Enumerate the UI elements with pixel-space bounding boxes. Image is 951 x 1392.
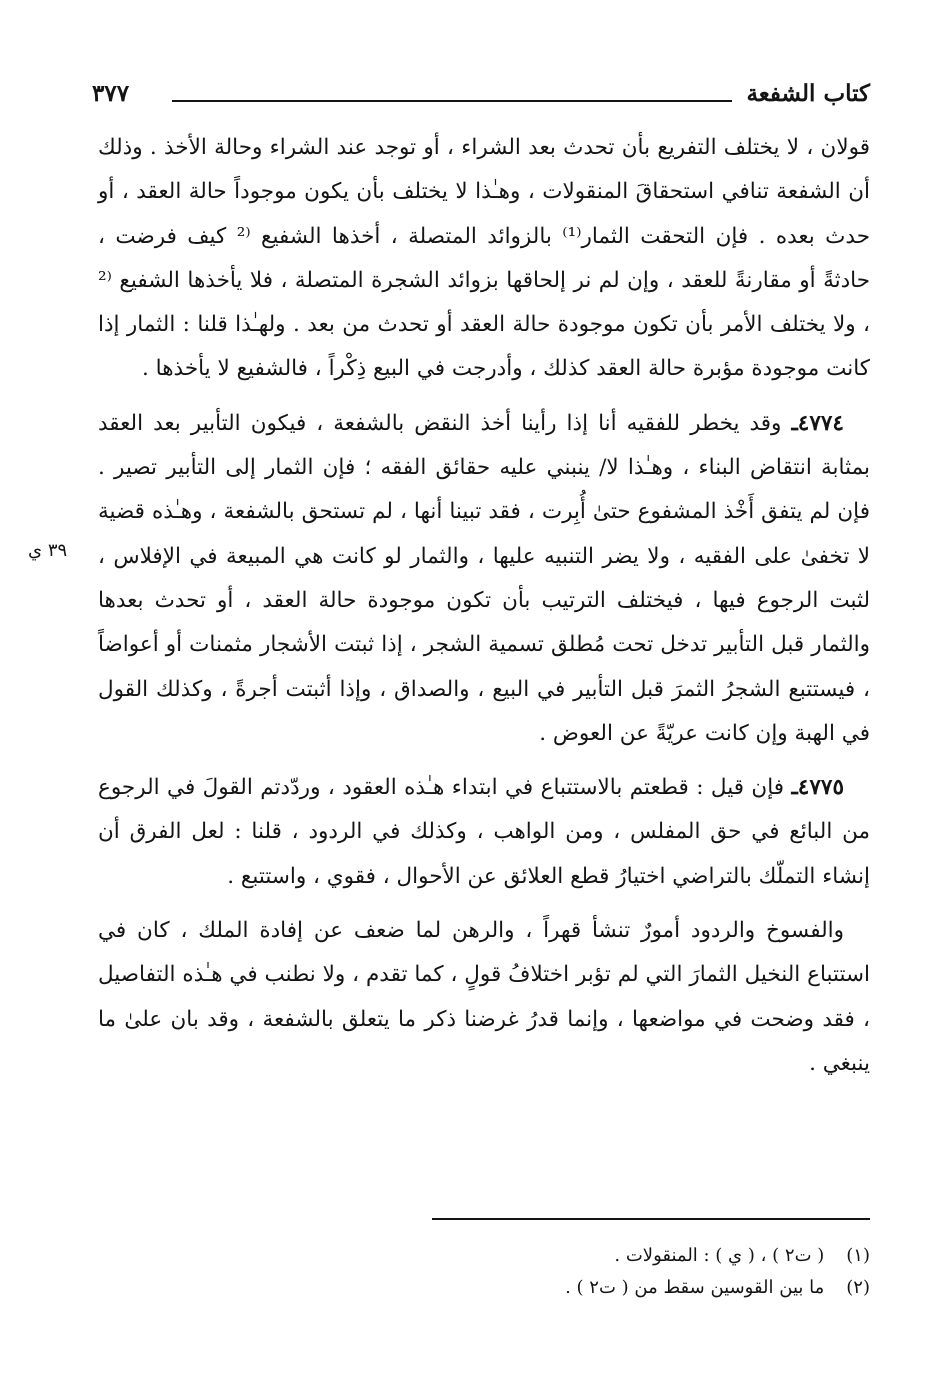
footnotes <box>98 1240 870 1304</box>
paragraph-text: قولان ، لا يختلف التفريع بأن تحدث بعد الشراء ، أو توجد عند الشراء وحالة الأخذ . وذلك أن الشفعة تنافي استحقاقَ المنقولات ، وهـٰذا لا يختلف بأن يكون موجوداً حالة العقد ، أو حدث بعده . فإن التحقت الثمار⁽¹⁾ بالزوائد المتصلة ، أخذها الشفيع ⁽² كيف فرضت ، حادثةً أو مقارنةً للعقد ، وإن لم نر إلحاقها بزوائد الشجرة المتصلة ، فلا يأخذها الشفيع ⁽² ، ولا يختلف الأمر بأن تكون موجودة حالة العقد أو تحدث من بعد . ولهـٰذا قلنا : الثمار إذا كانت موجودة مؤبرة حالة العقد كذلك ، وأدرجت في البيع ذِكْراً ، فالشفيع لا يأخذها . <box>98 135 870 382</box>
main-text <box>98 126 870 1086</box>
footnote-item <box>98 1272 870 1304</box>
paragraph-text: فإن قيل : قطعتم بالاستتباع في ابتداء هـٰذه العقود ، وردّدتم القولَ في الرجوع من البائع في حق المفلس ، ومن الواهب ، وكذلك في الردود ، قلنا : لعل الفرق أن إنشاء التملّك بالتراضي اختيارُ قطع العلائق عن الأحوال ، فقوي ، واستتبع . <box>98 775 870 889</box>
header-rule <box>172 100 732 102</box>
footnote-text: ما بين القوسين سقط من ( ت٢ ) . <box>565 1277 825 1298</box>
page-number: ٣٧٧ <box>92 80 130 107</box>
footnote-text: ( ت٢ ) ، ( ي ) : المنقولات . <box>614 1245 825 1266</box>
paragraph-4774 <box>98 402 870 756</box>
paragraph-number: ٤٧٧٤ـ <box>791 410 844 436</box>
paragraph-4775 <box>98 766 870 899</box>
running-header <box>92 78 870 118</box>
footnote-separator <box>432 1218 870 1220</box>
manuscript-folio-note: ٣٩ ي <box>28 540 68 561</box>
paragraph-continuation <box>98 126 870 392</box>
paragraph-text: وقد يخطر للفقيه أنا إذا رأينا أخذ النقض بالشفعة ، فيكون التأبير بعد العقد بمثابة انتقاض البناء ، وهـٰذا لا/ ينبني عليه حقائق الفقه ؛ فإن الثمار إلى التأبير تصير . فإن لم يتفق أَخْذ المشفوع حتىٰ أُبِرت ، فقد تبينا أنها ، لم تستحق بالشفعة ، وهـٰذه قضية لا تخفىٰ على الفقيه ، ولا يضر التنبيه عليها ، والثمار لو كانت هي المبيعة في الإفلاس ، لثبت الرجوع فيها ، فيختلف الترتيب بأن تكون موجودة حالة العقد ، أو تحدث بعدها والثمار قبل التأبير تدخل تحت مُطلق تسمية الشجر ، إذا ثبتت الأشجار مثمنات أو أعواضاً ، فيستتبع الشجرُ الثمرَ قبل التأبير في البيع ، والصداق ، وإذا أثبتت أجرةً ، وكذلك القول في الهبة وإن كانت عريّةً عن العوض . <box>98 410 870 746</box>
footnote-number: (٢) <box>846 1277 870 1298</box>
footnote-item <box>98 1240 870 1272</box>
paragraph-text: والفسوخ والردود أمورٌ تنشأ قهراً ، والرهن لما ضعف عن إفادة الملك ، كان في استتباع النخيل الثمارَ التي لم تؤبر اختلافُ قولٍ ، كما تقدم ، ولا نطنب في هـٰذه التفاصيل ، فقد وضحت في مواضعها ، وإنما قدرُ غرضنا ذكر ما يتعلق بالشفعة ، وقد بان علىٰ ما ينبغي . <box>98 918 870 1076</box>
footnote-number: (١) <box>846 1245 870 1266</box>
paragraph-number: ٤٧٧٥ـ <box>791 775 844 801</box>
chapter-title: كتاب الشفعة <box>746 80 870 107</box>
paragraph-final <box>98 909 870 1086</box>
